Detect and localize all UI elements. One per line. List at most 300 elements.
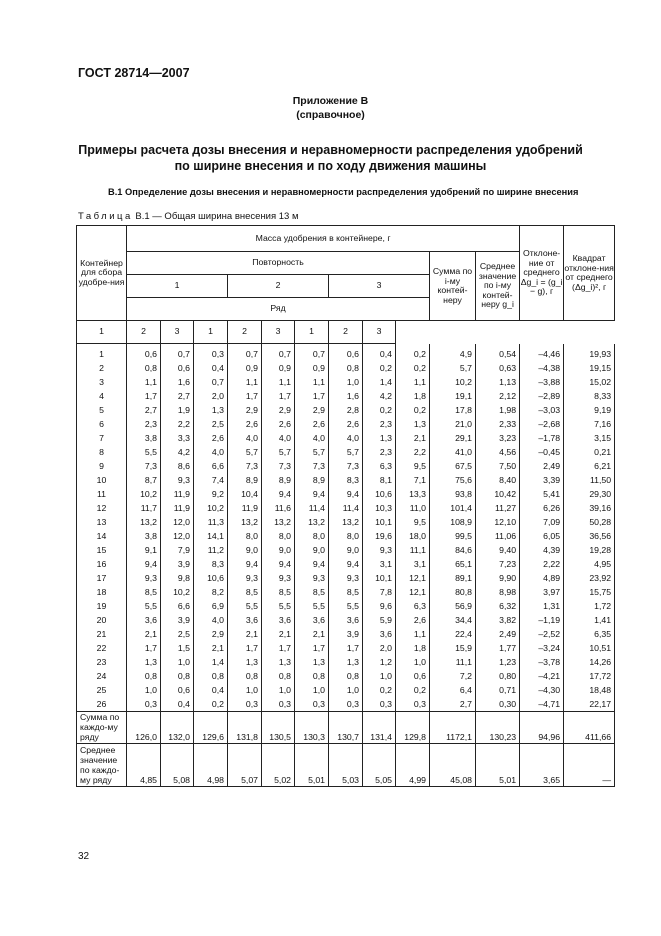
table-cell: 18 [77, 585, 127, 599]
table-row [77, 683, 615, 697]
table-cell: 4,98 [194, 744, 228, 787]
summary-row-label: Сумма по каждо-му ряду [77, 712, 127, 744]
table-cell: 2,3 [127, 417, 161, 431]
table-cell: 13,2 [329, 515, 363, 529]
table-cell: 5,5 [127, 445, 161, 459]
table-cell: 11,4 [295, 501, 329, 515]
table-cell: 0,6 [396, 669, 430, 683]
table-cell: 23 [77, 655, 127, 669]
table-cell: 1,0 [396, 655, 430, 669]
table-cell: 3,6 [127, 613, 161, 627]
table-cell: 10,3 [363, 501, 396, 515]
table-cell: 9,4 [329, 557, 363, 571]
table-cell: 5,01 [476, 744, 520, 787]
table-cell: 3,6 [262, 613, 295, 627]
table-cell: –1,19 [520, 613, 564, 627]
table-row [77, 543, 615, 557]
table-cell: 36,56 [564, 529, 615, 543]
table-cell: 9,5 [396, 515, 430, 529]
table-cell: 2,0 [363, 641, 396, 655]
table-cell: 1,1 [127, 375, 161, 389]
table-cell: 0,2 [194, 697, 228, 712]
table-cell: 0,3 [295, 697, 329, 712]
table-cell: 3,39 [520, 473, 564, 487]
table-cell: 14,26 [564, 655, 615, 669]
table-cell: 6,26 [520, 501, 564, 515]
table-cell: 1,0 [262, 683, 295, 697]
table-cell: 7,2 [430, 669, 476, 683]
table-cell: 5,05 [363, 744, 396, 787]
table-row [77, 627, 615, 641]
table-cell: 12,1 [396, 585, 430, 599]
table-cell: 0,8 [329, 669, 363, 683]
table-cell: 7,3 [127, 459, 161, 473]
table-cell: 0,54 [476, 344, 520, 362]
table-cell: 0,8 [329, 361, 363, 375]
table-cell: 2,1 [228, 627, 262, 641]
table-cell: 0,2 [363, 683, 396, 697]
header-deviation: Отклоне-ние от среднего Δg_i = (g_i − g), г [520, 226, 564, 321]
table-cell: 0,80 [476, 669, 520, 683]
table-cell: 1,3 [295, 655, 329, 669]
table-cell: 16 [77, 557, 127, 571]
table-cell: 1,4 [363, 375, 396, 389]
table-cell: 1,4 [194, 655, 228, 669]
table-cell: 5,5 [127, 599, 161, 613]
table-cell: 2,5 [161, 627, 194, 641]
section-heading: В.1 Определение дозы внесения и неравномерности распределения удобрений по ширине внесения [108, 187, 579, 197]
table-cell: 1,3 [329, 655, 363, 669]
table-caption-label: Таблица [78, 211, 133, 222]
table-cell: 29,30 [564, 487, 615, 501]
table-cell: 4,0 [329, 431, 363, 445]
table-cell: 1,0 [127, 683, 161, 697]
table-cell: 6,3 [363, 459, 396, 473]
table-cell: 7,3 [228, 459, 262, 473]
table-cell: 1,5 [161, 641, 194, 655]
header-subcol: 2 [127, 321, 161, 344]
table-cell: 8,0 [228, 529, 262, 543]
table-cell: 8,9 [228, 473, 262, 487]
table-cell: 130,3 [295, 712, 329, 744]
table-cell: 0,63 [476, 361, 520, 375]
table-cell: 101,4 [430, 501, 476, 515]
table-cell: 4,0 [262, 431, 295, 445]
table-cell: 0,6 [329, 344, 363, 362]
table-row [77, 641, 615, 655]
table-row [77, 459, 615, 473]
table-cell: 89,1 [430, 571, 476, 585]
table-cell: 0,6 [127, 344, 161, 362]
table-cell: 14,1 [194, 529, 228, 543]
table-cell: 5,7 [430, 361, 476, 375]
table-cell: 2,12 [476, 389, 520, 403]
table-cell: 2,3 [363, 445, 396, 459]
table-cell: 7,23 [476, 557, 520, 571]
table-cell: 1,31 [520, 599, 564, 613]
table-cell: 29,1 [430, 431, 476, 445]
table-cell: 8,40 [476, 473, 520, 487]
table-cell: 19 [77, 599, 127, 613]
table-cell: 0,3 [127, 697, 161, 712]
table-cell: 34,4 [430, 613, 476, 627]
table-cell: 10,1 [363, 515, 396, 529]
table-cell: 25 [77, 683, 127, 697]
table-row [77, 361, 615, 375]
table-cell: 9,3 [127, 571, 161, 585]
table-cell: 12,1 [396, 571, 430, 585]
table-cell: 4,2 [161, 445, 194, 459]
table-cell: 3,65 [520, 744, 564, 787]
table-cell: 1,23 [476, 655, 520, 669]
table-cell: 129,6 [194, 712, 228, 744]
table-cell: 84,6 [430, 543, 476, 557]
header-repeat: Повторность [127, 252, 430, 275]
table-cell: 65,1 [430, 557, 476, 571]
table-row [77, 389, 615, 403]
table-cell: 22,17 [564, 697, 615, 712]
header-repeat-3: 3 [329, 275, 430, 298]
table-cell: 24 [77, 669, 127, 683]
table-cell: 0,9 [262, 361, 295, 375]
table-cell: 9,19 [564, 403, 615, 417]
table-cell: 3,9 [161, 613, 194, 627]
table-cell: 99,5 [430, 529, 476, 543]
table-cell: 2,33 [476, 417, 520, 431]
header-square: Квадрат отклоне-ния от среднего (Δg_i)², г [564, 226, 615, 321]
table-cell: 3,6 [363, 627, 396, 641]
table-cell: 0,9 [228, 361, 262, 375]
table-cell: 8,1 [363, 473, 396, 487]
table-cell: 5,08 [161, 744, 194, 787]
table-cell: 0,9 [295, 361, 329, 375]
table-cell: 1,0 [161, 655, 194, 669]
table-cell: 5,01 [295, 744, 329, 787]
table-cell: 18,48 [564, 683, 615, 697]
table-cell: 15,75 [564, 585, 615, 599]
header-average: Среднее значение по i-му контей-неру g_i [476, 252, 520, 321]
table-cell: 10,2 [161, 585, 194, 599]
table-cell: 11,4 [329, 501, 363, 515]
table-cell: 8,3 [194, 557, 228, 571]
table-cell: 1,98 [476, 403, 520, 417]
table-cell: 411,66 [564, 712, 615, 744]
table-cell: 1,8 [396, 641, 430, 655]
table-cell: 2,7 [430, 697, 476, 712]
table-cell: 0,8 [127, 361, 161, 375]
table-cell: 6,35 [564, 627, 615, 641]
table-cell: 8,98 [476, 585, 520, 599]
table-row [77, 529, 615, 543]
table-cell: 9 [77, 459, 127, 473]
table-cell: –4,38 [520, 361, 564, 375]
table-cell: 1,1 [396, 627, 430, 641]
header-subcol: 1 [295, 321, 329, 344]
table-cell: 9,4 [329, 487, 363, 501]
table-cell: 9,3 [161, 473, 194, 487]
table-cell: –2,52 [520, 627, 564, 641]
table-cell: 0,2 [396, 403, 430, 417]
table-cell: 13,2 [295, 515, 329, 529]
table-cell: 4,56 [476, 445, 520, 459]
table-cell: 1,72 [564, 599, 615, 613]
summary-row-label: Среднее значение по каждо-му ряду [77, 744, 127, 787]
header-container: Контейнер для сбора удобре-ния [77, 226, 127, 321]
table-cell: 2,6 [262, 417, 295, 431]
table-cell: 50,28 [564, 515, 615, 529]
table-cell: 2,6 [228, 417, 262, 431]
table-cell: 7,1 [396, 473, 430, 487]
table-cell: 9,3 [228, 571, 262, 585]
table-cell: 17,72 [564, 669, 615, 683]
table-cell: 1,7 [329, 641, 363, 655]
table-cell: 2,6 [194, 431, 228, 445]
table-cell: 15 [77, 543, 127, 557]
table-cell: 8,0 [295, 529, 329, 543]
table-cell: 1,3 [228, 655, 262, 669]
table-cell: 3,1 [363, 557, 396, 571]
table-cell: 1,3 [363, 431, 396, 445]
table-cell: 9,6 [363, 599, 396, 613]
table-cell: 2,9 [194, 627, 228, 641]
table-cell: 4,95 [564, 557, 615, 571]
table-cell: 2,22 [520, 557, 564, 571]
table-cell: 9,90 [476, 571, 520, 585]
table-cell: 12 [77, 501, 127, 515]
data-table [76, 225, 615, 787]
table-cell: 7,4 [194, 473, 228, 487]
table-cell: 3,15 [564, 431, 615, 445]
table-cell: 2,9 [295, 403, 329, 417]
table-cell: 1,3 [127, 655, 161, 669]
table-cell: –3,24 [520, 641, 564, 655]
table-cell: 7,16 [564, 417, 615, 431]
table-cell: 9,40 [476, 543, 520, 557]
table-cell: 8,5 [262, 585, 295, 599]
table-cell: 13,2 [228, 515, 262, 529]
table-cell: 8,9 [295, 473, 329, 487]
table-cell: 19,1 [430, 389, 476, 403]
table-cell: 1172,1 [430, 712, 476, 744]
table-cell: 8,5 [329, 585, 363, 599]
table-row [77, 571, 615, 585]
table-cell: 1,7 [228, 641, 262, 655]
table-cell: 94,96 [520, 712, 564, 744]
table-cell: 6,6 [194, 459, 228, 473]
table-cell: 1,0 [295, 683, 329, 697]
table-cell: 5,07 [228, 744, 262, 787]
table-cell: 11,9 [161, 501, 194, 515]
table-cell: 5 [77, 403, 127, 417]
table-cell: 0,3 [329, 697, 363, 712]
table-cell: 2,2 [161, 417, 194, 431]
table-cell: 8,0 [329, 529, 363, 543]
table-cell: 1,6 [329, 389, 363, 403]
table-row [77, 445, 615, 459]
table-cell: 6,32 [476, 599, 520, 613]
table-cell: 9,0 [329, 543, 363, 557]
table-cell: 0,8 [295, 669, 329, 683]
table-cell: 11,6 [262, 501, 295, 515]
table-cell: 5,02 [262, 744, 295, 787]
table-cell: 129,8 [396, 712, 430, 744]
table-cell: 2,49 [520, 459, 564, 473]
annex-type: (справочное) [296, 109, 365, 121]
table-cell: 108,9 [430, 515, 476, 529]
table-cell: 0,7 [194, 375, 228, 389]
table-cell: 9,4 [295, 557, 329, 571]
table-cell: 3,6 [295, 613, 329, 627]
table-cell: 2,0 [194, 389, 228, 403]
table-cell: 21 [77, 627, 127, 641]
table-cell: 5,03 [329, 744, 363, 787]
annex-title: Приложение В [292, 95, 369, 107]
table-cell: –3,78 [520, 655, 564, 669]
table-cell: –4,21 [520, 669, 564, 683]
table-cell: 3,6 [228, 613, 262, 627]
table-cell: 8,2 [194, 585, 228, 599]
table-cell: 2,1 [295, 627, 329, 641]
table-cell: 0,8 [194, 669, 228, 683]
header-subcol: 2 [228, 321, 262, 344]
header-repeat-1: 1 [127, 275, 228, 298]
table-cell: 4,89 [520, 571, 564, 585]
table-cell: 0,3 [228, 697, 262, 712]
table-cell: 10,42 [476, 487, 520, 501]
table-cell: 0,4 [363, 344, 396, 362]
table-row [77, 655, 615, 669]
table-cell: 130,7 [329, 712, 363, 744]
table-cell: 1 [77, 344, 127, 362]
table-cell: 12,0 [161, 515, 194, 529]
table-cell: 2,1 [194, 641, 228, 655]
table-cell: 10,2 [127, 487, 161, 501]
table-cell: –4,30 [520, 683, 564, 697]
table-cell: 0,4 [194, 683, 228, 697]
table-cell: 131,4 [363, 712, 396, 744]
table-row [77, 515, 615, 529]
table-cell: 13,2 [262, 515, 295, 529]
table-cell: 0,7 [262, 344, 295, 362]
table-cell: 0,8 [228, 669, 262, 683]
table-cell: 0,21 [564, 445, 615, 459]
table-cell: 6 [77, 417, 127, 431]
table-cell: 2,1 [396, 431, 430, 445]
table-cell: — [564, 744, 615, 787]
table-cell: 1,41 [564, 613, 615, 627]
table-cell: 2 [77, 361, 127, 375]
table-cell: 75,6 [430, 473, 476, 487]
table-cell: 6,3 [396, 599, 430, 613]
table-cell: 1,77 [476, 641, 520, 655]
table-row [77, 613, 615, 627]
table-cell: 5,5 [228, 599, 262, 613]
header-repeat-2: 2 [228, 275, 329, 298]
table-cell: 4,0 [228, 431, 262, 445]
main-title-line1: Примеры расчета дозы внесения и неравномерности распределения удобрений [78, 143, 583, 157]
table-cell: 14 [77, 529, 127, 543]
table-cell: 6,05 [520, 529, 564, 543]
table-row [77, 375, 615, 389]
table-cell: 2,3 [363, 417, 396, 431]
table-row [77, 585, 615, 599]
table-cell: 5,9 [363, 613, 396, 627]
table-cell: 80,8 [430, 585, 476, 599]
table-cell: 2,2 [396, 445, 430, 459]
table-cell: 3,97 [520, 585, 564, 599]
table-cell: 2,5 [194, 417, 228, 431]
table-cell: 10,6 [194, 571, 228, 585]
table-cell: 9,2 [194, 487, 228, 501]
table-cell: 0,6 [161, 683, 194, 697]
table-cell: 1,3 [396, 417, 430, 431]
table-cell: 7 [77, 431, 127, 445]
table-cell: 4,39 [520, 543, 564, 557]
table-cell: 22,4 [430, 627, 476, 641]
table-cell: 0,8 [161, 669, 194, 683]
table-cell: 1,0 [329, 683, 363, 697]
table-cell: 1,0 [329, 375, 363, 389]
table-cell: 11,50 [564, 473, 615, 487]
table-cell: 3 [77, 375, 127, 389]
table-row [77, 403, 615, 417]
table-cell: 4,99 [396, 744, 430, 787]
header-subcol: 3 [262, 321, 295, 344]
table-cell: 11,27 [476, 501, 520, 515]
table-row [77, 669, 615, 683]
header-subcol: 2 [329, 321, 363, 344]
table-cell: 9,4 [262, 487, 295, 501]
table-cell: 10,6 [363, 487, 396, 501]
table-cell: 5,5 [262, 599, 295, 613]
header-subcol: 3 [161, 321, 194, 344]
table-cell: 10,2 [430, 375, 476, 389]
table-cell: 13,3 [396, 487, 430, 501]
header-row: Ряд [127, 298, 430, 321]
table-cell: 21,0 [430, 417, 476, 431]
summary-row [77, 712, 615, 744]
table-cell: 130,5 [262, 712, 295, 744]
header-subrow [77, 321, 615, 344]
table-cell: 1,8 [396, 389, 430, 403]
table-cell: 126,0 [127, 712, 161, 744]
table-cell: 0,3 [396, 697, 430, 712]
table-row [77, 431, 615, 445]
table-cell: 17,8 [430, 403, 476, 417]
table-cell: 0,3 [262, 697, 295, 712]
table-cell: 131,8 [228, 712, 262, 744]
table-cell: 4,85 [127, 744, 161, 787]
header-sum: Сумма по i-му контей-неру [430, 252, 476, 321]
table-cell: 10,51 [564, 641, 615, 655]
table-cell: 3,23 [476, 431, 520, 445]
table-cell: –2,68 [520, 417, 564, 431]
table-cell: 11,06 [476, 529, 520, 543]
table-cell: 0,3 [194, 344, 228, 362]
table-cell: 1,1 [228, 375, 262, 389]
table-cell: –4,46 [520, 344, 564, 362]
table-cell: –2,89 [520, 389, 564, 403]
table-cell: 4,0 [295, 431, 329, 445]
table-cell: 5,7 [329, 445, 363, 459]
table-cell: 10,4 [228, 487, 262, 501]
table-cell: 2,9 [228, 403, 262, 417]
table-caption [78, 211, 299, 222]
table-cell: 9,1 [127, 543, 161, 557]
table-cell: 7,3 [329, 459, 363, 473]
table-row [77, 697, 615, 712]
table-cell: 67,5 [430, 459, 476, 473]
